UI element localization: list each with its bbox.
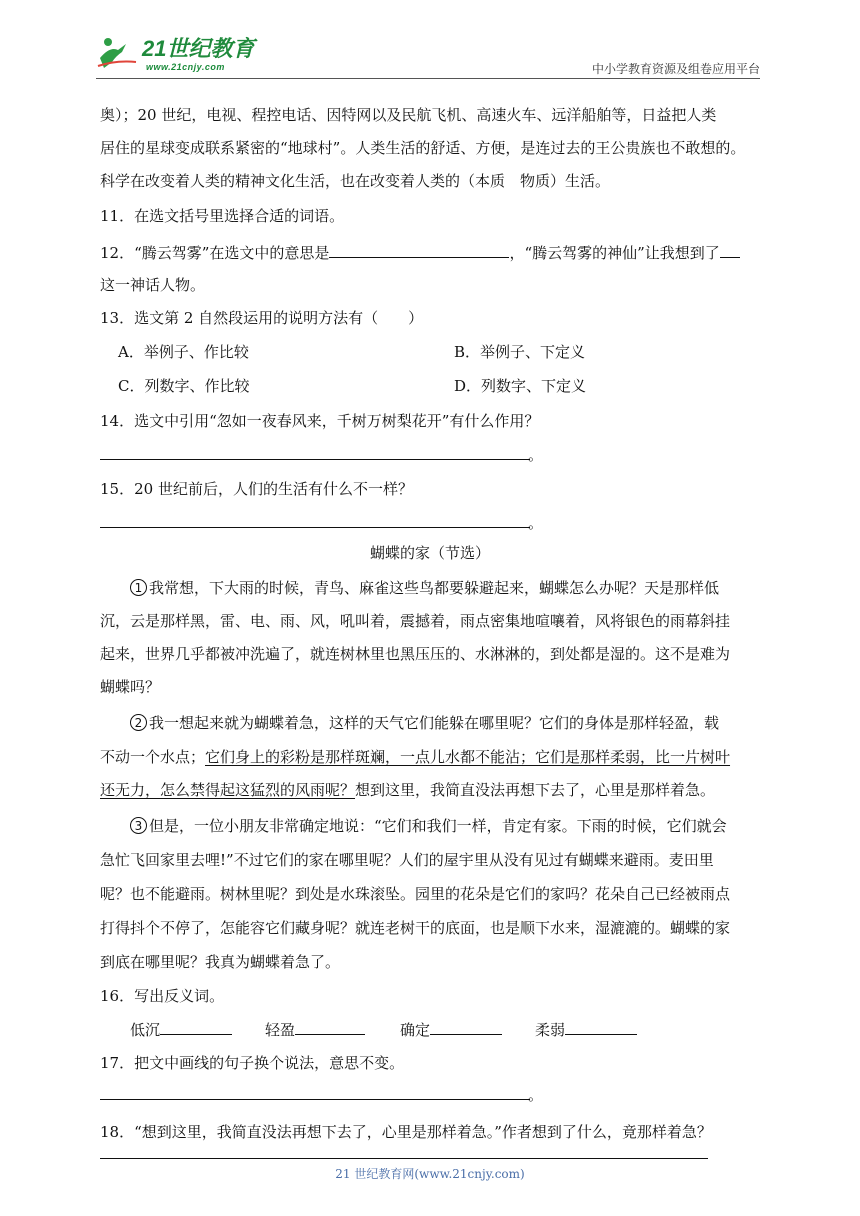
- answer-period: 。: [528, 1086, 544, 1104]
- paragraph-3-line-4: 打得抖个不停了，怎能容它们藏身呢？就连老树干的底面，也是顺下水来，湿漉漉的。蝴蝶的家: [100, 919, 731, 937]
- logo-text: 21世纪教育: [142, 36, 255, 61]
- answer-line[interactable]: [100, 527, 530, 528]
- option-d: D．列数字、下定义: [454, 377, 587, 395]
- question-17: 17．把文中画线的句子换个说法，意思不变。: [100, 1054, 405, 1072]
- antonym-item: [265, 1018, 365, 1041]
- paragraph-text: 不动一个水点；: [100, 748, 206, 766]
- answer-blank[interactable]: [160, 1018, 232, 1035]
- question-14: 14．选文中引用“忽如一夜春风来，千树万树梨花开”有什么作用？: [100, 412, 540, 430]
- option-a: A．举例子、作比较: [118, 343, 249, 361]
- question-11: 11．在选文括号里选择合适的词语。: [100, 207, 345, 225]
- antonym-item: [400, 1018, 502, 1041]
- page-header: [96, 32, 760, 78]
- answer-line[interactable]: [100, 1158, 708, 1159]
- question-15: 15．20 世纪前后，人们的生活有什么不一样？: [100, 480, 413, 498]
- answer-blank[interactable]: [720, 241, 740, 258]
- paragraph-number: 2: [130, 714, 147, 731]
- paragraph-3-line-3: 呢？也不能避雨。树林里呢？到处是水珠滚坠。园里的花朵是它们的家吗？花朵自己已经被雨点: [100, 885, 731, 903]
- question-12-line-1: [100, 241, 740, 264]
- paragraph-3-line-2: 急忙飞回家里去哩!”不过它们的家在哪里呢？人们的屋宇里从没有见过有蝴蝶来避雨。麦田里: [100, 851, 714, 869]
- question-12-text-b: ，“腾云驾雾的神仙”让我想到了: [509, 244, 720, 262]
- question-12-text-a: 12．“腾云驾雾”在选文中的意思是: [100, 244, 330, 262]
- paragraph-number: 3: [130, 817, 147, 834]
- paragraph-3-line-5: 到底在哪里呢？我真为蝴蝶着急了。: [100, 953, 341, 971]
- paragraph-2-line-3: [100, 779, 715, 801]
- paragraph-3-line-1: [130, 815, 727, 837]
- answer-blank[interactable]: [430, 1018, 502, 1035]
- answer-period: 。: [528, 514, 544, 532]
- paragraph-1-line-1: [130, 577, 719, 599]
- header-divider: [96, 78, 760, 79]
- logo-url: www.21cnjy.com: [146, 62, 225, 72]
- paragraph-1-line-3: 起来，世界几乎都被冲洗遍了，就连树林里也黑压压的、水淋淋的，到处都是湿的。这不是难为: [100, 645, 731, 663]
- paragraph-text: 我常想，下大雨的时候，青鸟、麻雀这些鸟都要躲避起来，蝴蝶怎么办呢？天是那样低: [149, 579, 720, 597]
- paragraph-text: 想到这里，我简直没法再想下去了，心里是那样着急。: [355, 781, 716, 799]
- page-footer: 21 世纪教育网(www.21cnjy.com): [335, 1167, 525, 1181]
- answer-line[interactable]: [100, 1099, 530, 1100]
- antonym-word: 确定: [400, 1021, 431, 1039]
- paragraph-2-line-2: [100, 746, 730, 768]
- paragraph-2-line-1: [130, 712, 719, 734]
- passage2-title: 蝴蝶的家（节选）: [369, 544, 490, 562]
- passage1-line-3: 科学在改变着人类的精神文化生活，也在改变着人类的（本质 物质）生活。: [100, 172, 611, 190]
- question-13: 13．选文第 2 自然段运用的说明方法有（ ）: [100, 309, 424, 327]
- paragraph-text: 但是，一位小朋友非常确定地说：“它们和我们一样，肯定有家。下雨的时候，它们就会: [149, 817, 727, 835]
- passage1-line-1: 奥）；20 世纪，电视、程控电话、因特网以及民航飞机、高速火车、远洋船舶等，日益把人类: [100, 106, 717, 124]
- answer-period: 。: [528, 446, 544, 464]
- paragraph-1-line-2: 沉，云是那样黑，雷、电、雨、风，吼叫着，震撼着，雨点密集地喧嚷着，风将银色的雨幕斜挂: [100, 612, 731, 630]
- antonym-item: [535, 1018, 637, 1041]
- option-c: C．列数字、作比较: [118, 377, 250, 395]
- question-18: 18．“想到这里，我简直没法再想下去了，心里是那样着急。”作者想到了什么，竟那样着急？: [100, 1123, 712, 1141]
- passage1-line-2: 居住的星球变成联系紧密的“地球村”。人类生活的舒适、方便，是连过去的王公贵族也不敢想的。: [100, 139, 746, 157]
- paragraph-1-line-4: 蝴蝶吗？: [100, 678, 161, 696]
- option-b: B．举例子、下定义: [454, 343, 586, 361]
- antonym-word: 柔弱: [535, 1021, 566, 1039]
- platform-name: 中小学教育资源及组卷应用平台: [591, 62, 760, 76]
- question-12-line-2: 这一神话人物。: [100, 276, 206, 294]
- underlined-sentence: 它们身上的彩粉是那样斑斓，一点儿水都不能沾；它们是那样柔弱，比一片树叶: [205, 748, 731, 766]
- underlined-sentence: 还无力，怎么禁得起这猛烈的风雨呢？: [100, 781, 356, 799]
- paragraph-number: 1: [130, 579, 147, 596]
- antonym-word: 轻盈: [265, 1021, 296, 1039]
- antonym-item: [130, 1018, 232, 1041]
- answer-line[interactable]: [100, 459, 530, 460]
- answer-blank[interactable]: [565, 1018, 637, 1035]
- paragraph-text: 我一想起来就为蝴蝶着急，这样的天气它们能躲在哪里呢？它们的身体是那样轻盈，载: [149, 714, 720, 732]
- answer-blank[interactable]: [329, 241, 509, 258]
- antonym-word: 低沉: [130, 1021, 161, 1039]
- question-16: 16．写出反义词。: [100, 987, 225, 1005]
- answer-blank[interactable]: [295, 1018, 365, 1035]
